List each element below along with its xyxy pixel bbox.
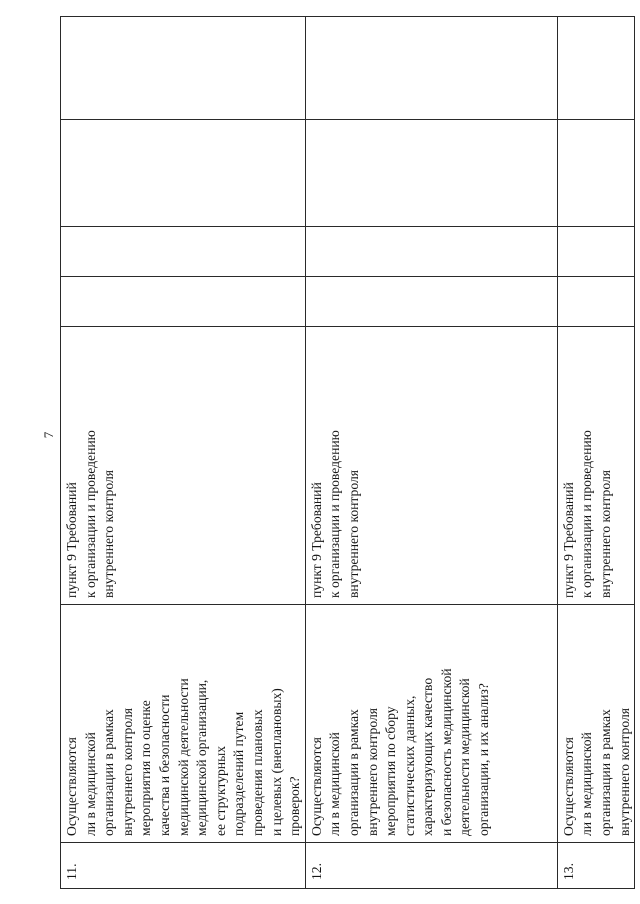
- checklist-table-container: [60, 17, 632, 889]
- table-row: [61, 17, 306, 889]
- legal-basis-cell: пункт 9 Требований к организации и проведению внутреннего контроля: [61, 327, 306, 605]
- row-number: 12.: [305, 843, 557, 889]
- question-cell: Осуществляются ли в медицинской организации в рамках внутреннего контроля: [557, 605, 634, 843]
- row-number: 11.: [61, 843, 306, 889]
- table-row: [557, 17, 634, 889]
- answer-not-applicable-cell: [557, 120, 634, 227]
- answer-no-cell: [557, 227, 634, 277]
- question-cell: Осуществляются ли в медицинской организации в рамках внутреннего контроля мероприятия по сбору статистических данных, характеризующих качество и безопасность медицинской деятельности медицинской организации, и их анализ?: [305, 605, 557, 843]
- note-cell: [557, 17, 634, 120]
- note-cell: [305, 17, 557, 120]
- answer-yes-cell: [557, 277, 634, 327]
- row-number: 13.: [557, 843, 634, 889]
- page-number: 7: [41, 431, 56, 439]
- answer-yes-cell: [61, 277, 306, 327]
- legal-basis-cell: пункт 9 Требований к организации и проведению внутреннего контроля: [305, 327, 557, 605]
- question-cell: Осуществляются ли в медицинской организации в рамках внутреннего контроля мероприятия по оценке качества и безопасности медицинской деятельности медицинской организации, ее структурных подразделений путем проведения плановых и целевых (внеплановых) проверок?: [61, 605, 306, 843]
- checklist-table: [60, 16, 635, 889]
- answer-not-applicable-cell: [305, 120, 557, 227]
- answer-no-cell: [61, 227, 306, 277]
- note-cell: [61, 17, 306, 120]
- checklist-page: [60, 17, 632, 889]
- answer-not-applicable-cell: [61, 120, 306, 227]
- legal-basis-cell: пункт 9 Требований к организации и проведению внутреннего контроля: [557, 327, 634, 605]
- answer-no-cell: [305, 227, 557, 277]
- table-row: [305, 17, 557, 889]
- answer-yes-cell: [305, 277, 557, 327]
